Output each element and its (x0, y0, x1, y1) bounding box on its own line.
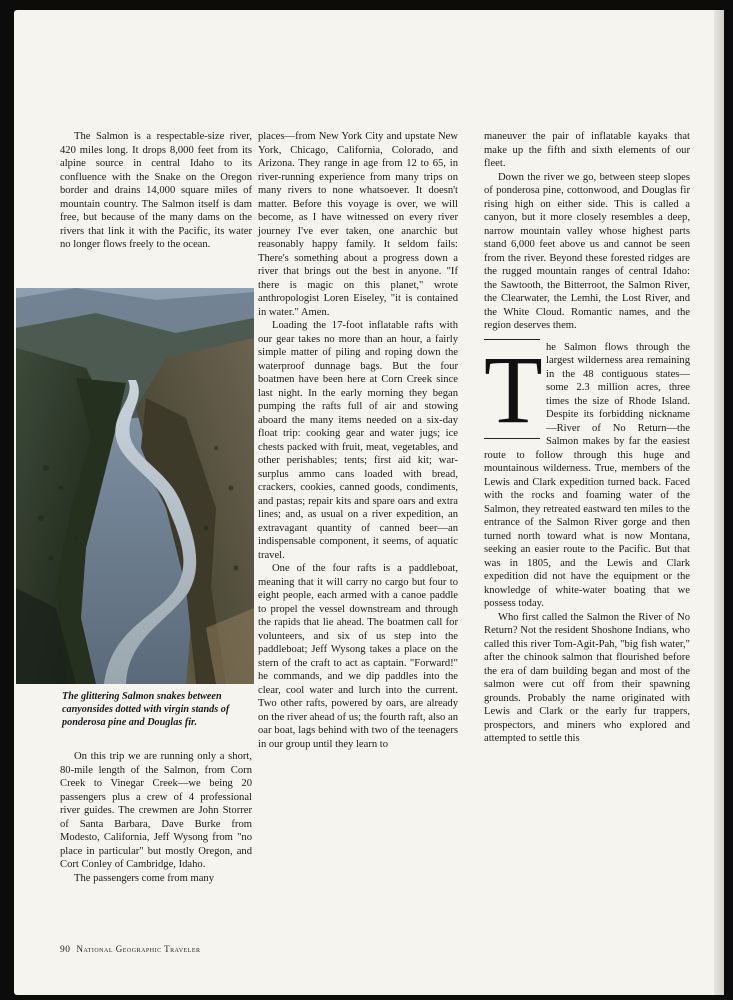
magazine-name: National Geographic Traveler (76, 944, 201, 954)
drop-cap-letter: T (484, 335, 543, 443)
river-canyon-image (16, 288, 254, 684)
paragraph-text: he Salmon flows through the largest wilderness area remaining in the 48 contiguous states—some 2.3 million acres, three times the size of Rhode Island. Despite its forbidding nickname—River of No Return—the Salmon makes by far the easiest route to follow through this huge and mountainous wilderness. True, members of the Lewis and Clark expedition turned back. Faced with the rocks and foaming water of the Salmon, they retreated eastward ten miles to the entrance of the Salmon River gorge and then turned north toward what is now Montana, seeking an easier route to the Pacific. But that was in 1805, and the Lewis and Clark expedition did not have the equipment or the knowledge of white-water boating that we possess today. (484, 341, 690, 609)
dropcap-paragraph (484, 335, 690, 611)
paragraph: Loading the 17-foot inflatable rafts with our gear takes no more than an hour, a fairly simple matter of piling and roping down the waterproof dunnage bags. But the four boatmen have been here at Corn Creek since last night. In the early morning they began pumping the rafts full of air and stowing aboard the many items needed on a six-day float trip: cooking gear and water jugs; ice chests packed with fruit, meat, vegetables, and other perishables; tents; first aid kit; war-surplus ammo cans loaded with bread, crackers, cookies, canned goods, condiments, and pastas; repair kits and spare oars and extra lines; and, as usual on a river expedition, an extravagant quantity of canned beer—an indispensable component, it seems, of aquatic travel. (258, 320, 458, 561)
paragraph: places—from New York City and upstate New York, Chicago, California, Colorado, and Arizona. They range in age from 12 to 65, in river-running experience from many trips on many rivers to none whatsoever. It doesn't matter. Before this voyage is over, we will become, as I have witnessed on every river journey I've ever taken, one anarchic but reasonably happy family. It seldom fails: There's something about a progress down a river that brings out the best in anyone. "If there is magic on this planet," wrote anthropologist Loren Eiseley, "it is contained in water." Amen. (258, 131, 458, 318)
salmon-river-canyon-photo (16, 288, 254, 684)
page-footer (60, 944, 201, 955)
column-1-bottom (60, 750, 252, 885)
paragraph: Down the river we go, between steep slopes of ponderosa pine, cottonwood, and Douglas fir rising high on either side. This is called a canyon, but it more closely resembles a deep, narrow mountain valley whose highest parts stand 6,000 feet above us and cannot be seen from the river. Beyond these forested ridges are the rugged mountain ranges of central Idaho: the Sawtooth, the Bitterroot, the Salmon River, the Clearwater, the Lemhi, the Lost River, and the White Cloud. Romantic names, and the region deserves them. (484, 171, 690, 331)
paragraph: One of the four rafts is a paddleboat, meaning that it will carry no cargo but four to eight people, each armed with a canoe paddle to propel the vessel downstream and through the rapids that lie ahead. The boatmen call for volunteers, and six of us step into the paddleboat; Jeff Wysong takes a place on the stern of the craft to act as captain. "Forward!" he commands, and we dip paddles into the clear, cool water and lurch into the current. Two other rafts, powered by oars, are already on the river ahead of us; the fourth raft, also an oar boat, lags behind with two of the teenagers in our group until they learn to (258, 563, 458, 750)
paragraph: On this trip we are running only a short, 80-mile length of the Salmon, from Corn Creek to Vinegar Creek—we being 20 passengers plus a crew of 4 professional river guides. The crewmen are John Storrer of Santa Barbara, Dave Burke from Modesto, California, Jeff Wysong from "no place in particular" but mostly Oregon, and Cort Conley of Cambridge, Idaho. (60, 751, 252, 870)
page-spine-shadow (714, 10, 724, 995)
column-1-top (60, 130, 252, 252)
paragraph: The passengers come from many (74, 872, 215, 884)
column-2 (258, 130, 458, 751)
column-3 (484, 130, 690, 746)
paragraph: maneuver the pair of inflatable kayaks that make up the fifth and sixth elements of our fleet. (484, 131, 690, 169)
paragraph: The Salmon is a respectable-size river, 420 miles long. It drops 8,000 feet from its alpine source in central Idaho to its confluence with the Snake on the Oregon border and drains 14,000 square miles of mountain country. The Salmon itself is dam free, but because of the many dams on the rivers that link it with the Pacific, its water no longer flows freely to the ocean. (60, 131, 252, 250)
photo-caption: The glittering Salmon snakes between canyonsides dotted with virgin stands of ponderosa pine and Douglas fir. (62, 691, 230, 728)
page-number: 90 (60, 945, 71, 955)
paragraph: Who first called the Salmon the River of No Return? Not the resident Shoshone Indians, who called this river Tom-Agit-Pah, "big fish water," after the chinook salmon that flourished before the era of dam building began and most of the salmon were cut off from their spawning grounds. Probably the name originated with Lewis and Clark or the early fur trappers, prospectors, and miners who explored and attempted to settle this (484, 611, 690, 744)
